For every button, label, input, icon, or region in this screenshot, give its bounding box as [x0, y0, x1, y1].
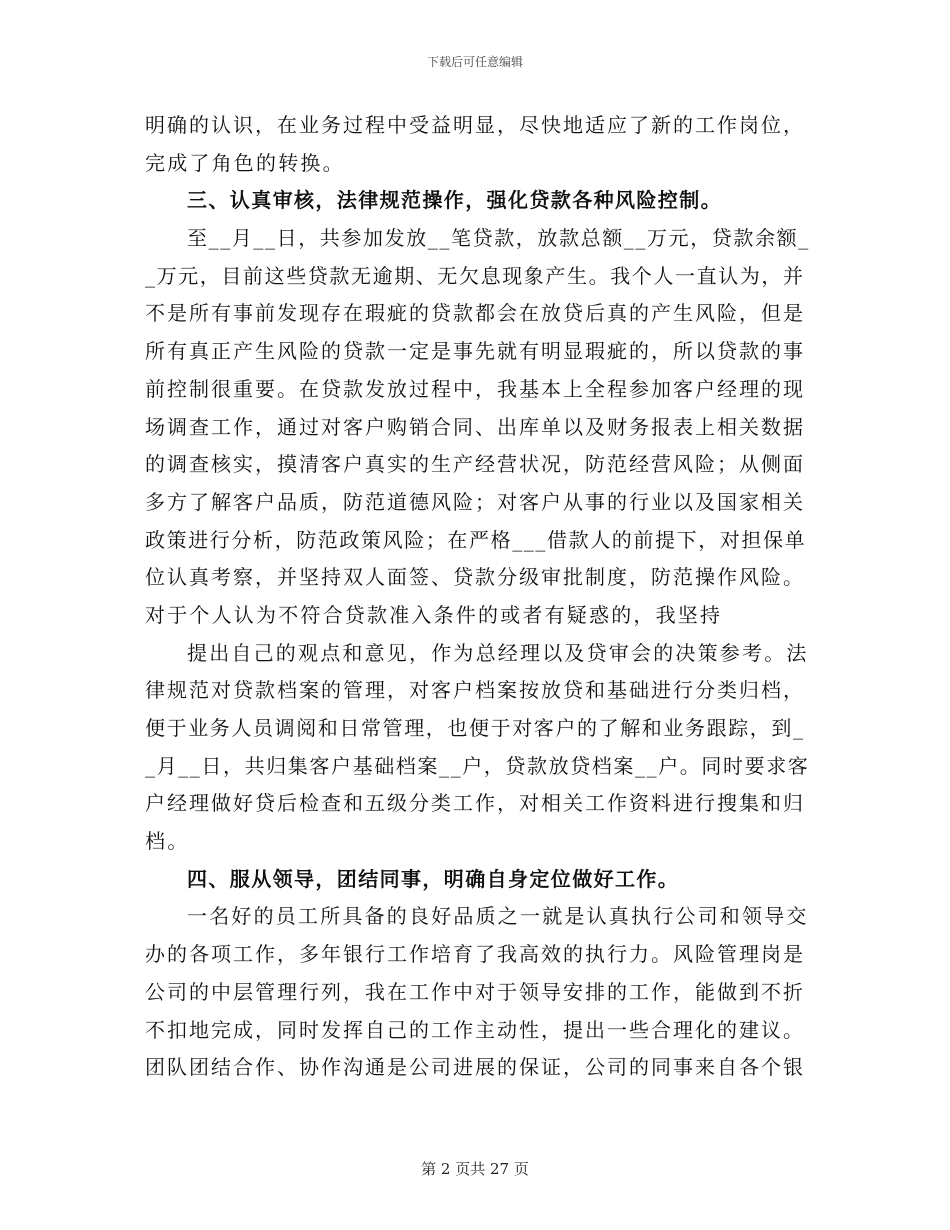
text-line: 便于业务人员调阅和日常管理，也便于对客户的了解和业务跟踪，到_: [145, 716, 805, 740]
text-line: 政策进行分析，防范政策风险；在严格___借款人的前提下，对担保单: [145, 527, 807, 552]
section-heading: 四、服从领导，团结同事，明确自身定位做好工作。: [187, 866, 680, 891]
text-line: 档。: [145, 829, 190, 854]
text-line: 的调查核实，摸清客户真实的生产经营状况，防范经营风险；从侧面: [145, 452, 805, 477]
text-line: 户经理做好贷后检查和五级分类工作，对相关工作资料进行搜集和归: [145, 791, 805, 816]
text-line: 场调查工作，通过对客户购销合同、出库单以及财务报表上相关数据: [145, 414, 805, 439]
text-line: 律规范对贷款档案的管理，对客户档案按放贷和基础进行分类归档，: [145, 678, 805, 703]
text-line: _万元，目前这些贷款无逾期、无欠息现象产生。我个人一直认为，并: [145, 263, 805, 288]
text-line: 不扣地完成，同时发挥自己的工作主动性，提出一些合理化的建议。: [145, 1017, 805, 1042]
text-line: 不是所有事前发现存在瑕疵的贷款都会在放贷后真的产生风险，但是: [145, 301, 805, 326]
text-line: 明确的认识，在业务过程中受益明显，尽快地适应了新的工作岗位，: [145, 113, 805, 137]
text-line: 完成了角色的转换。: [145, 150, 345, 175]
page-header: 下载后可任意编辑: [426, 55, 523, 69]
text-line: 位认真考察，并坚持双人面签、贷款分级审批制度，防范操作风险。: [145, 565, 805, 590]
text-line: 一名好的员工所具备的良好品质之一就是认真执行公司和领导交: [187, 904, 809, 929]
text-line: 至__月__日，共参加发放__笔贷款，放款总额__万元，贷款余额_: [187, 226, 810, 251]
text-line: 所有真正产生风险的贷款一定是事先就有明显瑕疵的，所以贷款的事: [145, 339, 805, 364]
text-line: 提出自己的观点和意见，作为总经理以及贷审会的决策参考。法: [187, 640, 809, 665]
text-line: 对于个人认为不符合贷款准入条件的或者有疑惑的，我坚持: [145, 602, 723, 627]
text-line: 公司的中层管理行列，我在工作中对于领导安排的工作，能做到不折: [145, 979, 805, 1004]
text-line: 团队团结合作、协作沟通是公司进展的保证，公司的同事来自各个银: [145, 1055, 805, 1080]
text-line: 多方了解客户品质，防范道德风险；对客户从事的行业以及国家相关: [145, 489, 805, 514]
text-line: 办的各项工作，多年银行工作培育了我高效的执行力。风险管理岗是: [145, 942, 805, 967]
section-heading: 三、认真审核，法律规范操作，强化贷款各种风险控制。: [187, 188, 722, 213]
text-line: _月__日，共归集客户基础档案__户，贷款放贷档案__户。同时要求客: [145, 753, 810, 778]
document-body: [145, 107, 810, 1087]
page-footer: 第 2 页共 27 页: [421, 1160, 529, 1178]
text-line: 前控制很重要。在贷款发放过程中，我基本上全程参加客户经理的现: [145, 376, 805, 401]
